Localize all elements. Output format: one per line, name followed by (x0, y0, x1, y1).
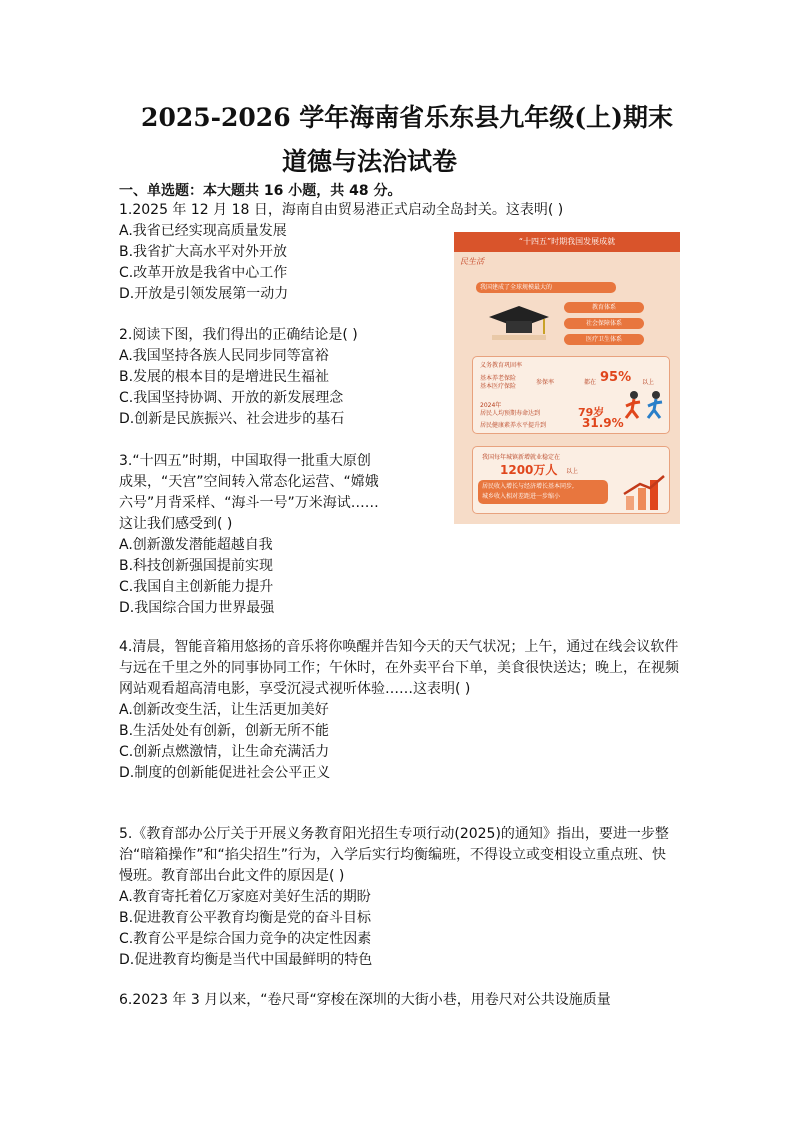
stat-value: 79岁 (578, 406, 605, 419)
infographic (454, 232, 680, 524)
question-stem: 6.2023 年 3 月以来，“卷尺哥“穿梭在深圳的大街小巷，用卷尺对公共设施质量 (119, 992, 611, 1008)
option-c: C.改革开放是我省中心工作 (119, 265, 288, 281)
stat-label: 基本医疗保险 (480, 383, 517, 390)
infographic-tag: 民生活 (460, 257, 484, 266)
option-c: C.创新点燃激情，让生命充满活力 (119, 744, 330, 760)
question-5 (119, 824, 679, 971)
question-stem: 5.《教育部办公厅关于开展义务教育阳光招生专项行动(2025)的通知》指出，要进一步整治“暗箱操作”和“掐尖招生”行为，入学后实行均衡编班，不得设立或变相设立重点班、快慢班。教育部出台此文件的原因是( ) (119, 826, 669, 884)
question-stem: 1.2025 年 12 月 18 日，海南自由贸易港正式启动全岛封关。这表明( ) (119, 202, 564, 218)
pill-education: 教育体系 (564, 302, 644, 313)
option-b: B.我省扩大高水平对外开放 (119, 244, 288, 260)
option-d: D.制度的创新能促进社会公平正义 (119, 765, 331, 781)
option-b: B.促进教育公平教育均衡是党的奋斗目标 (119, 910, 372, 926)
question-4 (119, 637, 679, 784)
runners-icon (622, 390, 670, 420)
option-d: D.促进教育均衡是当代中国最鲜明的特色 (119, 952, 373, 968)
section-heading: 一、单选题：本大题共 16 小题，共 48 分。 (119, 183, 402, 199)
stat-label: 义务教育巩固率 (480, 362, 523, 369)
option-a: A.教育寄托着亿万家庭对美好生活的期盼 (119, 889, 371, 905)
option-c: C.我国自主创新能力提升 (119, 579, 274, 595)
question-stem: 2.阅读下图，我们得出的正确结论是( ) (119, 327, 358, 343)
stat-value: 31.9% (582, 416, 624, 430)
option-c: C.教育公平是综合国力竞争的决定性因素 (119, 931, 372, 947)
question-stem-line: 这让我们感受到( ) (119, 516, 233, 532)
question-6 (119, 990, 611, 1011)
pill-healthcare: 医疗卫生体系 (564, 334, 644, 345)
option-d: D.我国综合国力世界最强 (119, 600, 275, 616)
option-b: B.发展的根本目的是增进民生福祉 (119, 369, 330, 385)
exam-title-line1: 2025-2026 学年海南省乐东县九年级(上)期末 (141, 103, 673, 132)
question-stem-line: 成果，“天宫”空间转入常态化运营、“嫦娥 (119, 474, 379, 490)
option-d: D.开放是引领发展第一动力 (119, 286, 289, 302)
option-a: A.我省已经实现高质量发展 (119, 223, 287, 239)
infographic-bar: 我国建成了全球规模最大的 (476, 282, 616, 293)
stat-value: 95% (600, 370, 632, 385)
option-a: A.我国坚持各族人民同步同等富裕 (119, 348, 329, 364)
stat-label: 居民人均预期寿命达到 (480, 410, 541, 417)
exam-title-line2: 道德与法治试卷 (282, 147, 458, 176)
graduation-cap-icon (484, 302, 554, 342)
stat-label: 居民健康素养水平提升到 (480, 422, 547, 429)
option-b: B.生活处处有创新，创新无所不能 (119, 723, 330, 739)
income-bar: 居民收入增长与经济增长基本同步, 城乡收入相对差距进一步缩小 (478, 480, 608, 504)
stat-label: 以上 (566, 468, 579, 475)
option-d: D.创新是民族振兴、社会进步的基石 (119, 411, 345, 427)
stat-label: 参保率 (536, 379, 555, 386)
question-stem-line: 3.“十四五”时期，中国取得一批重大原创 (119, 453, 371, 469)
option-b: B.科技创新强国提前实现 (119, 558, 274, 574)
option-a: A.创新改变生活，让生活更加美好 (119, 702, 329, 718)
stat-label: 我国每年城镇新增就业稳定在 (482, 454, 561, 461)
chart-arrow-icon (622, 472, 668, 512)
question-3 (119, 451, 379, 619)
question-stem: 4.清晨，智能音箱用悠扬的音乐将你唤醒并告知今天的天气状况；上午，通过在线会议软件与远在千里之外的同事协同工作；午休时，在外卖平台下单，美食很快送达；晚上，在视频网站观看超高清电影，享受沉浸式视听体验……这表明( ) (119, 639, 679, 697)
stat-label: 基本养老保险 (480, 375, 517, 382)
option-a: A.创新激发潜能超越自我 (119, 537, 273, 553)
infographic-header: “十四五”时期我国发展成就 (454, 232, 680, 252)
stat-label: 2024年 (480, 402, 502, 409)
question-stem-line: 六号”月背采样、“海斗一号”万米海试…… (119, 495, 379, 511)
stat-label: 都在 (584, 379, 597, 386)
pill-social-security: 社会保障体系 (564, 318, 644, 329)
stat-value: 1200万人 (500, 463, 558, 477)
stat-label: 以上 (642, 379, 655, 386)
question-2 (119, 325, 358, 430)
option-c: C.我国坚持协调、开放的新发展理念 (119, 390, 344, 406)
